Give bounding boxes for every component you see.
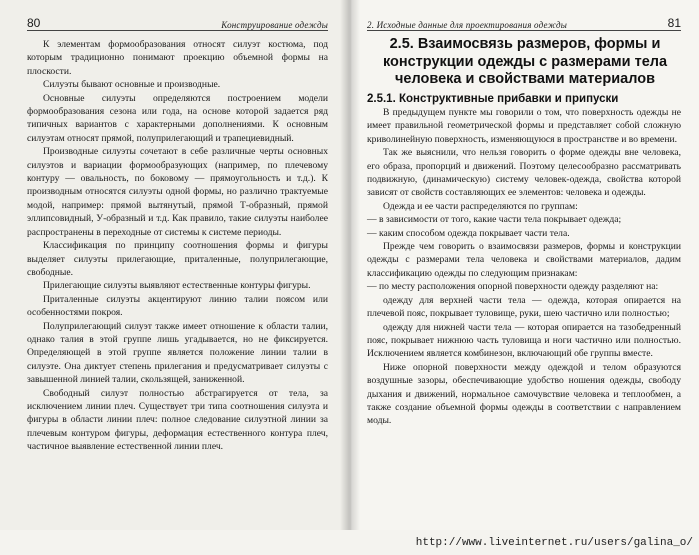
subsection-title: 2.5.1. Конструктивные прибавки и припуски	[367, 93, 619, 105]
paragraph: Силуэты бывают основные и производные.	[43, 79, 221, 91]
footer-url: http://www.liveinternet.ru/users/galina_o/	[415, 537, 693, 549]
right-page	[349, 0, 699, 530]
right-running-header	[367, 14, 681, 31]
paragraph: К элементам формообразования относят силуэт костюма, под которым традиционно понимают проекцию объемной формы на плоскости.	[27, 39, 328, 77]
paragraph: Так же выяснили, что нельзя говорить о форме одежды вне человека, его образа, пропорций и движений. Поэтому целесообразно рассматривать подвижную, (динамическую) систему человек-одежда, свойства которой зависят от свойств составляющих ее элементов: человека и одежды.	[367, 147, 681, 199]
left-running-header	[27, 14, 328, 31]
right-page-number: 81	[667, 16, 681, 30]
right-running-head-title: 2. Исходные данные для проектирования одежды	[367, 20, 568, 30]
paragraph: Прежде чем говорить о взаимосвязи размеров, формы и конструкции одежды с размерами тела человека и свойствами материалов, дадим классификацию одежды по следующим признакам:	[367, 241, 681, 279]
right-body-text	[367, 106, 681, 428]
paragraph: Основные силуэты определяются построением модели формообразования сезона или года, на основе которой задается ряд типичных вариантов с характерными дополнениями. К основным силуэтам относят прямой, полуприлегающий и трапециевидный.	[27, 92, 328, 144]
paragraph: Свободный силуэт полностью абстрагируется от тела, за исключением линии плеч. Существует три типа соотношения силуэта и фигуры в области линии плеч: полное следование силуэтной линии за плечевым контуром фигуры, деформация естественного контура плеч, частичное выявление естественной линии плеч.	[27, 387, 328, 453]
paragraph: Ниже опорной поверхности между одеждой и телом образуются воздушные зазоры, обеспечивающие удобство ношения одежды, свободу дыхания и движений, нормальное самочувствие человека и теплообмен, а также создание объемной формы одежды в соответствии с направлением моды.	[367, 361, 681, 427]
paragraph: Классификация по принципу соотношения формы и фигуры выделяет силуэты прилегающие, приталенные, полуприлегающие, свободные.	[27, 240, 328, 278]
definition-item: одежду для верхней части тела — одежда, которая опирается на плечевой пояс, покрывает туловище, руки, шею частично или полностью;	[367, 294, 681, 320]
left-body-text	[27, 38, 328, 454]
paragraph: Одежда и ее части распределяются по группам:	[383, 200, 578, 212]
definition-item: одежду для нижней части тела — которая опирается на тазобедренный пояс, покрывает нижнюю часть туловища и ноги частично или полностью. Исключением является комбинезон, включающий обе группы вместе.	[367, 321, 681, 360]
left-page	[0, 0, 349, 530]
dash-list-item: — по месту расположения опорной поверхности одежду разделяют на:	[367, 281, 659, 293]
paragraph: В предыдущем пункте мы говорили о том, что поверхность одежды не имеет правильной геометрической формы и представляет собой сложную криволинейную поверхность, изменяющуюся в пространстве и во времени.	[367, 107, 681, 145]
dash-list-item: — в зависимости от того, какие части тела покрывает одежда;	[367, 214, 622, 226]
paragraph: Производные силуэты сочетают в себе различные черты основных силуэтов и вариации формообразующих (например, по плечевому контуру — овальность, по боковому — прямоугольность и т.д.). К производным относятся силуэты одной формы, но различно трактуемые модой, например: прямой вытянутый, прямой Т-образный, прямой эллипсовидный, У-образный и т.д. Как правило, такие силуэты наиболее распространены в переходные от системы к системе периоды.	[27, 146, 328, 238]
book-gutter-shadow	[340, 0, 360, 530]
left-page-number: 80	[27, 16, 41, 30]
section-title: 2.5. Взаимосвязь размеров, формы и конструкции одежды с размерами тела человека и свойствами материалов	[382, 36, 668, 87]
paragraph: Полуприлегающий силуэт также имеет отношение к области талии, однако талия в этой группе лишь угадывается, но не фиксируется. Определяющей в этой группе является положение линии талии в силуэте. Она диктует степень прилегания и предусматривает силуэты с завышенной линией талии, скользящей, заниженной.	[27, 320, 328, 386]
paragraph: Приталенные силуэты акцентируют линию талии поясом или особенностями покроя.	[27, 293, 328, 319]
paragraph: Прилегающие силуэты выявляют естественные контуры фигуры.	[43, 280, 311, 292]
dash-list-item: — каким способом одежда покрывает части тела.	[367, 227, 570, 239]
left-running-head-title: Конструирование одежды	[221, 20, 328, 30]
